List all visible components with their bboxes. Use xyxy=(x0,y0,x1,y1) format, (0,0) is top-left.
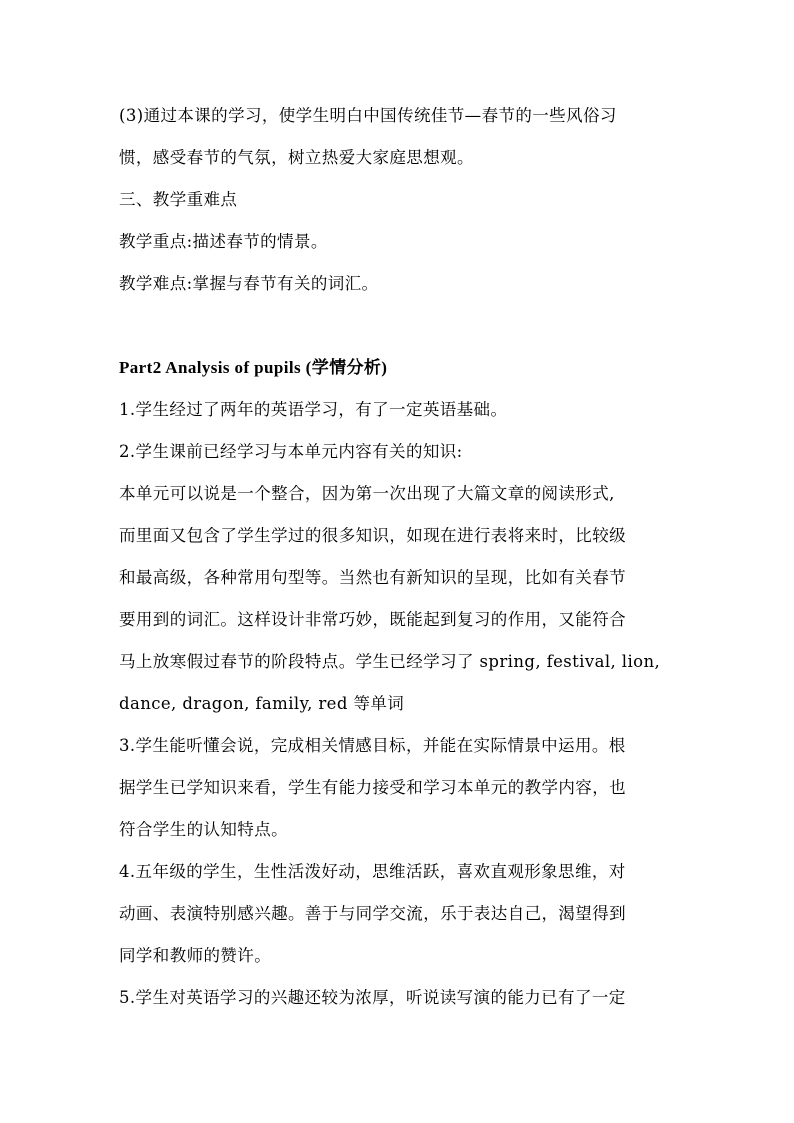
key-point-line: 教学重点:描述春节的情景。 xyxy=(119,232,328,251)
paragraph-line: 马上放寒假过春节的阶段特点。学生已经学习了 spring, festival, lion, xyxy=(119,652,661,671)
paragraph-line: 惯，感受春节的气氛，树立热爱大家庭思想观。 xyxy=(119,148,474,167)
paragraph-line: 据学生已学知识来看，学生有能力接受和学习本单元的教学内容，也 xyxy=(119,778,626,797)
list-item: 4.五年级的学生，生性活泼好动，思维活跃，喜欢直观形象思维，对 xyxy=(119,862,626,881)
list-item: 3.学生能听懂会说，完成相关情感目标，并能在实际情景中运用。根 xyxy=(119,736,626,755)
section-heading: 三、教学重难点 xyxy=(119,190,238,209)
paragraph-line: 和最高级，各种常用句型等。当然也有新知识的呈现，比如有关春节 xyxy=(119,568,626,587)
paragraph-line: 要用到的词汇。这样设计非常巧妙，既能起到复习的作用，又能符合 xyxy=(119,610,626,629)
list-item: 1.学生经过了两年的英语学习，有了一定英语基础。 xyxy=(119,400,508,419)
paragraph-line: 符合学生的认知特点。 xyxy=(119,820,288,839)
list-item: 5.学生对英语学习的兴趣还较为浓厚，听说读写演的能力已有了一定 xyxy=(119,988,626,1007)
difficult-point-line: 教学难点:掌握与春节有关的词汇。 xyxy=(119,274,379,293)
paragraph-line: (3)通过本课的学习，使学生明白中国传统佳节—春节的一些风俗习 xyxy=(119,106,617,125)
paragraph-line: 而里面又包含了学生学过的很多知识，如现在进行表将来时，比较级 xyxy=(119,526,626,545)
part-heading: Part2 Analysis of pupils (学情分析) xyxy=(119,358,388,377)
list-item: 2.学生课前已经学习与本单元内容有关的知识: xyxy=(119,442,463,461)
paragraph-line: 本单元可以说是一个整合，因为第一次出现了大篇文章的阅读形式, xyxy=(119,484,615,503)
paragraph-line: 同学和教师的赞许。 xyxy=(119,946,272,965)
paragraph-line: 动画、表演特别感兴趣。善于与同学交流，乐于表达自己，渴望得到 xyxy=(119,904,626,923)
paragraph-line: dance, dragon, family, red 等单词 xyxy=(119,694,405,713)
